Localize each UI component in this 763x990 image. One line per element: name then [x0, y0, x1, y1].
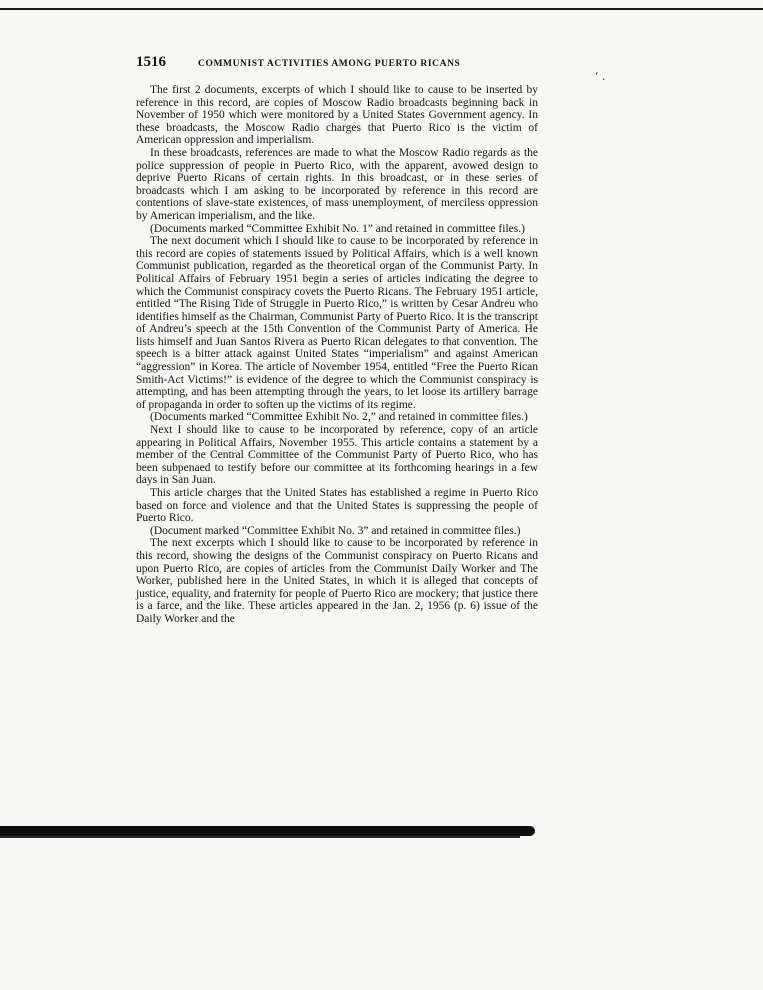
running-head: COMMUNIST ACTIVITIES AMONG PUERTO RICANS — [198, 59, 461, 69]
scan-mark: ‘ . — [595, 70, 606, 83]
paragraph-5: This article charges that the United States has established a regime in Puerto Rico based on force and violence and that the United States is suppressing the people of Puerto Rico. — [136, 487, 538, 525]
exhibit-note-3: (Document marked “Committee Exhibit No. 3” and retained in committee files.) — [150, 524, 521, 537]
exhibit-note-1: (Documents marked “Committee Exhibit No. 1” and retained in committee files.) — [150, 222, 525, 235]
page-number: 1516 — [136, 54, 166, 70]
body-text — [136, 84, 538, 626]
paragraph-1: The first 2 documents, excerpts of which I should like to cause to be inserted by reference in this record, are copies of Moscow Radio broadcasts beginning back in November of 1950 which were monitored by a United States Government agency. In these broadcasts, the Moscow Radio charges that Puerto Rico is the victim of American oppression and imperialism. — [136, 84, 538, 147]
paragraph-4: Next I should like to cause to be incorporated by reference, copy of an article appearing in Political Affairs, November 1955. This article contains a statement by a member of the Central Committee of the Communist Party of Puerto Rico, who has been subpenaed to testify before our committee at its forthcoming hearings in a few days in San Juan. — [136, 424, 538, 487]
paragraph-2: In these broadcasts, references are made to what the Moscow Radio regards as the police suppression of people in Puerto Rico, with the apparent, avowed design to deprive Puerto Ricans of certain rights. In this broadcast, or in these series of broadcasts which I am asking to be incorporated by reference in this record are contentions of slave-state existences, of mass unemployment, of merciless oppression by American imperialism, and the like. — [136, 146, 538, 222]
exhibit-note-2: (Documents marked “Committee Exhibit No. 2,” and retained in committee files.) — [150, 411, 528, 424]
paragraph-6: The next excerpts which I should like to cause to be incorporated by reference in this record, showing the designs of the Communist conspiracy on Puerto Ricans and upon Puerto Rico, are copies of articles from the Communist Daily Worker and The Worker, published here in the United States, in which it is alleged that concepts of justice, equality, and fraternity for people of Puerto Rico are mockery; that justice there is a farce, and the like. These articles appeared in the Jan. 2, 1956 (p. 6) issue of the Daily Worker and the — [136, 537, 538, 625]
scan-edge-shadow — [0, 836, 520, 838]
scan-edge-bar — [0, 826, 535, 836]
document-page — [136, 54, 538, 626]
top-edge-rule — [0, 8, 763, 10]
page-header — [136, 54, 538, 80]
paragraph-3: The next document which I should like to cause to be incorporated by reference in this record are copies of statements issued by Political Affairs, which is a well known Communist publication, regarded as the theoretical organ of the Communist Party. In Political Affairs of February 1951 begin a series of articles indicating the degree to which the Communist conspiracy covets the Puerto Ricans. The February 1951 article, entitled “The Rising Tide of Struggle in Puerto Rico,” is written by Cesar Andreu who identifies himself as the Chairman, Communist Party of Puerto Rico. It is the transcript of Andreu’s speech at the 15th Convention of the Communist Party of America. He lists himself and Juan Santos Rivera as Puerto Rican delegates to that convention. The speech is a bitter attack against United States “imperialism” and against American “aggression” in Korea. The article of November 1954, entitled “Free the Puerto Rican Smith-Act Victims!” is evidence of the degree to which the Communist conspiracy is attempting, and has been attempting through the years, to let loose its artillery barrage of propaganda in order to soften up the victims of its regime. — [136, 235, 538, 411]
